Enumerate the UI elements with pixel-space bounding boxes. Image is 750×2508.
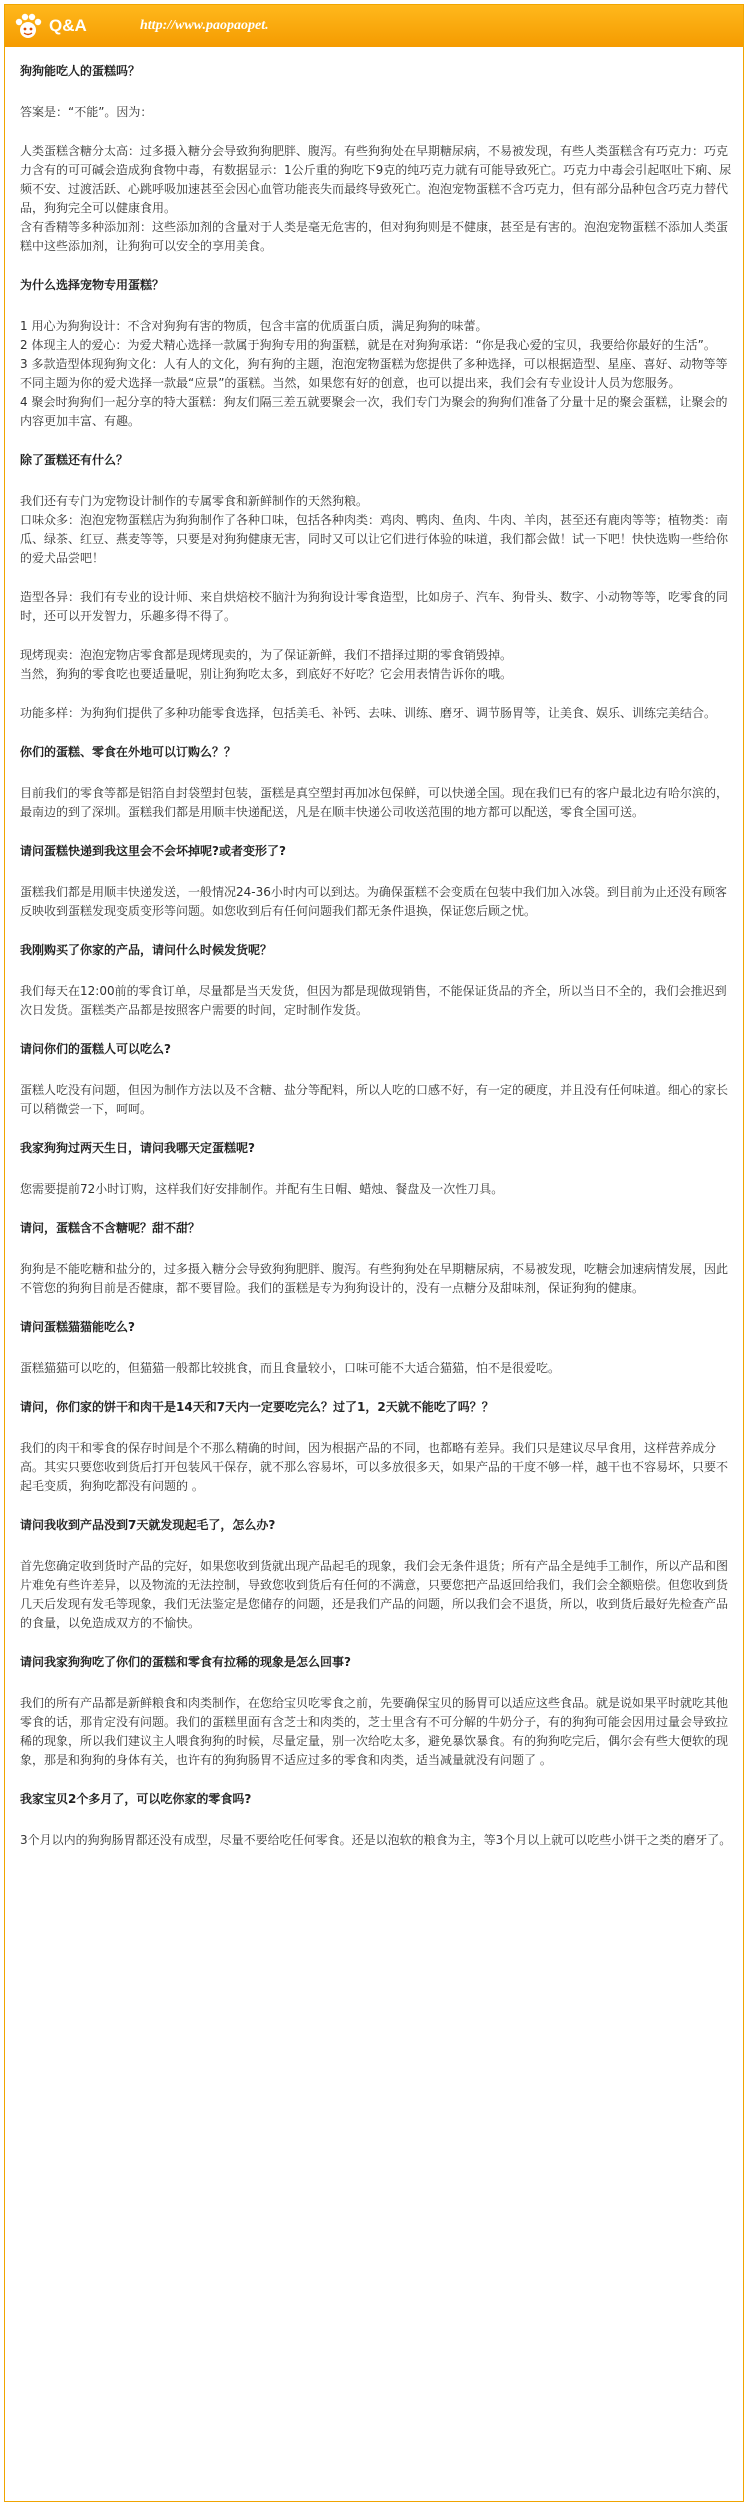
faq-answer-line: 当然，狗狗的零食吃也要适量呢，别让狗狗吃太多，到底好不好吃？它会用表情告诉你的哦。 bbox=[20, 667, 513, 681]
faq-answer-paragraph bbox=[20, 103, 732, 122]
faq-answer-line: 蛋糕猫猫可以吃的，但猫猫一般都比较挑食，而且食量较小，口味可能不大适合猫猫，怕不是很爱吃。 bbox=[20, 1361, 561, 1375]
faq-answer-line: 人类蛋糕含糖分太高：过多摄入糖分会导致狗狗肥胖、腹泻。有些狗狗处在早期糖尿病，不易被发现，有些人类蛋糕含有巧克力：巧克力含有的可可碱会造成狗食物中毒，有数据显示：1公斤重的狗吃下9克的纯巧克力就有可能导致死亡。巧克力中毒会引起呕吐下痢、尿频不安、过渡活跃、心跳呼吸加速甚至会因心血管功能丧失而最终导致死亡。泡泡宠物蛋糕不含巧克力，但有部分品种包含巧克力替代品，狗狗完全可以健康食用。 bbox=[20, 144, 732, 215]
faq-question: 为什么选择宠物专用蛋糕？ bbox=[20, 278, 165, 292]
faq-question: 请问，蛋糕含不含糖呢？甜不甜？ bbox=[20, 1221, 201, 1235]
faq-answer-line: 造型各异：我们有专业的设计师、来自烘焙校不脑汁为狗狗设计零食造型，比如房子、汽车、狗骨头、数字、小动物等等，吃零食的同时，还可以开发智力，乐趣多得不得了。 bbox=[20, 590, 729, 623]
faq-answer-line: 现烤现卖：泡泡宠物店零食都是现烤现卖的，为了保证新鲜，我们不措择过期的零食销毁掉。 bbox=[20, 648, 513, 662]
paw-logo-icon bbox=[13, 11, 43, 41]
qa-label: Q&A bbox=[49, 16, 87, 35]
faq-answer-line: 3个月以内的狗狗肠胃都还没有成型，尽量不要给吃任何零食。还是以泡软的粮食为主，等3个月以上就可以吃些小饼干之类的磨牙了。 bbox=[20, 1833, 732, 1847]
faq-answer-line: 3 多款造型体现狗狗文化：人有人的文化，狗有狗的主题，泡泡宠物蛋糕为您提供了多种选择，可以根据造型、星座、喜好、动物等等不同主题为你的爱犬选择一款最“应景”的蛋糕。当然，如果您有好的创意，也可以提出来，我们会有专业设计人员为您服务。 bbox=[20, 357, 728, 390]
faq-answer-line: 我们每天在12:00前的零食订单，尽量都是当天发货，但因为都是现做现销售，不能保证货品的齐全，所以当日不全的，我们会推迟到次日发货。蛋糕类产品都是按照客户需要的时间，定时制作发货。 bbox=[20, 984, 727, 1017]
faq-answer-line: 我们的所有产品都是新鲜粮食和肉类制作，在您给宝贝吃零食之前，先要确保宝贝的肠胃可以适应这些食品。就是说如果平时就吃其他零食的话，那肯定没有问题。我们的蛋糕里面有含芝士和肉类的，芝士里含有不可分解的牛奶分子，有的狗狗可能会因用过量会导致拉稀的现象，所以我们建议主人喂食狗狗的时候，尽量定量，别一次给吃太多，避免暴饮暴食。有的狗狗吃完后，偶尔会有些大便软的现象，那是和狗狗的身体有关，也许有的狗狗肠胃不适应过多的零食和肉类，适当减量就没有问题了 。 bbox=[20, 1696, 729, 1767]
faq-answer-paragraph bbox=[20, 1694, 732, 1770]
faq-question: 我家狗狗过两天生日，请问我哪天定蛋糕呢? bbox=[20, 1141, 255, 1155]
faq-question: 请问蛋糕快递到我这里会不会坏掉呢?或者变形了? bbox=[20, 844, 286, 858]
header-bar bbox=[5, 5, 743, 47]
faq-answer-paragraph bbox=[20, 317, 732, 431]
faq-question: 请问我收到产品没到7天就发现起毛了，怎么办? bbox=[20, 1518, 276, 1532]
faq-content bbox=[20, 62, 732, 1870]
faq-answer-paragraph bbox=[20, 1081, 732, 1119]
faq-answer-paragraph bbox=[20, 1557, 732, 1633]
faq-answer-line: 2 体现主人的爱心：为爱犬精心选择一款属于狗狗专用的狗蛋糕，就是在对狗狗承诺：“你是我心爱的宝贝，我要给你最好的生活”。 bbox=[20, 338, 716, 352]
faq-answer-paragraph bbox=[20, 784, 732, 822]
faq-answer-line: 含有香精等多种添加剂：这些添加剂的含量对于人类是毫无危害的，但对狗狗则是不健康，甚至是有害的。泡泡宠物蛋糕不添加人类蛋糕中这些添加剂，让狗狗可以安全的享用美食。 bbox=[20, 220, 729, 253]
faq-question: 请问你们的蛋糕人可以吃么? bbox=[20, 1042, 171, 1056]
faq-answer-paragraph bbox=[20, 1260, 732, 1298]
faq-question: 你们的蛋糕、零食在外地可以订购么？？ bbox=[20, 745, 237, 759]
faq-answer-paragraph bbox=[20, 704, 732, 723]
faq-answer-line: 答案是：“不能”。因为： bbox=[20, 105, 153, 119]
faq-question: 请问我家狗狗吃了你们的蛋糕和零食有拉稀的现象是怎么回事? bbox=[20, 1655, 351, 1669]
faq-answer-paragraph bbox=[20, 492, 732, 568]
faq-answer-line: 口味众多：泡泡宠物蛋糕店为狗狗制作了各种口味，包括各种肉类：鸡肉、鸭肉、鱼肉、牛肉、羊肉，甚至还有鹿肉等等；植物类：南瓜、绿茶、红豆、燕麦等等，只要是对狗狗健康无害，同时又可以让它们进行体验的味道，我们都会做！试一下吧！快快选购一些给你的爱犬品尝吧！ bbox=[20, 513, 729, 565]
faq-answer-line: 蛋糕人吃没有问题，但因为制作方法以及不含糖、盐分等配料，所以人吃的口感不好，有一定的硬度，并且没有任何味道。细心的家长可以稍微尝一下，呵呵。 bbox=[20, 1083, 729, 1116]
faq-answer-paragraph bbox=[20, 588, 732, 626]
faq-answer-paragraph bbox=[20, 1831, 732, 1850]
faq-question: 除了蛋糕还有什么？ bbox=[20, 453, 129, 467]
faq-question: 狗狗能吃人的蛋糕吗？ bbox=[20, 64, 141, 78]
faq-answer-paragraph bbox=[20, 1180, 732, 1199]
faq-answer-line: 4 聚会时狗狗们一起分享的特大蛋糕：狗友们隔三差五就要聚会一次，我们专门为聚会的狗狗们准备了分量十足的聚会蛋糕，让聚会的内容更加丰富、有趣。 bbox=[20, 395, 728, 428]
faq-question: 我家宝贝2个多月了，可以吃你家的零食吗? bbox=[20, 1792, 252, 1806]
faq-answer-line: 蛋糕我们都是用顺丰快递发送，一般情况24-36小时内可以到达。为确保蛋糕不会变质在包装中我们加入冰袋。到目前为止还没有顾客反映收到蛋糕发现变质变形等问题。如您收到后有任何问题我们都无条件退换，保证您后顾之忧。 bbox=[20, 885, 727, 918]
faq-question: 我刚购买了你家的产品，请问什么时候发货呢？ bbox=[20, 943, 273, 957]
faq-answer-line: 首先您确定收到货时产品的完好，如果您收到货就出现产品起毛的现象，我们会无条件退货；所有产品全是纯手工制作，所以产品和图片难免有些许差异，以及物流的无法控制，导致您收到货后有任何的不满意，只要您把产品返回给我们，我们会全额赔偿。但您收到货几天后发现有发毛等现象，我们无法鉴定是您储存的问题，还是我们产品的问题，所以我们会不退货，所以，收到货后最好先检查产品的食量，以免造成双方的不愉快。 bbox=[20, 1559, 729, 1630]
faq-answer-line: 我们的肉干和零食的保存时间是个不那么精确的时间，因为根据产品的不同，也都略有差异。我们只是建议尽早食用，这样营养成分高。其实只要您收到货后打开包装风干保存，就不那么容易坏，可以多放很多天，如果产品的干度不够一样，越干也不容易坏，只要不起毛变质，狗狗吃都没有问题的 。 bbox=[20, 1441, 729, 1493]
faq-answer-line: 您需要提前72小时订购，这样我们好安排制作。并配有生日帽、蜡烛、餐盘及一次性刀具。 bbox=[20, 1182, 504, 1196]
faq-answer-paragraph bbox=[20, 1439, 732, 1496]
faq-answer-paragraph bbox=[20, 142, 732, 256]
faq-answer-paragraph bbox=[20, 883, 732, 921]
faq-answer-paragraph bbox=[20, 646, 732, 684]
faq-answer-paragraph bbox=[20, 1359, 732, 1378]
faq-answer-line: 功能多样：为狗狗们提供了多种功能零食选择，包括美毛、补钙、去味、训练、磨牙、调节肠胃等，让美食、娱乐、训练完美结合。 bbox=[20, 706, 717, 720]
faq-question: 请问，你们家的饼干和肉干是14天和7天内一定要吃完么？过了1，2天就不能吃了吗？？ bbox=[20, 1400, 494, 1414]
faq-answer-line: 目前我们的零食等都是铝箔自封袋塑封包装，蛋糕是真空塑封再加冰包保鲜，可以快递全国。现在我们已有的客户最北边有哈尔滨的，最南边的到了深圳。蛋糕我们都是用顺丰快递配送，凡是在顺丰快递公司收送范围的地方都可以配送，零食全国可送。 bbox=[20, 786, 729, 819]
site-url[interactable]: http://www.paopaopet. bbox=[140, 18, 269, 33]
faq-answer-line: 我们还有专门为宠物设计制作的专属零食和新鲜制作的天然狗粮。 bbox=[20, 494, 369, 508]
faq-answer-line: 1 用心为狗狗设计：不含对狗狗有害的物质，包含丰富的优质蛋白质，满足狗狗的味蕾。 bbox=[20, 319, 488, 333]
faq-answer-paragraph bbox=[20, 982, 732, 1020]
faq-question: 请问蛋糕猫猫能吃么? bbox=[20, 1320, 135, 1334]
faq-answer-line: 狗狗是不能吃糖和盐分的，过多摄入糖分会导致狗狗肥胖、腹泻。有些狗狗处在早期糖尿病，不易被发现，吃糖会加速病情发展，因此不管您的狗狗目前是否健康，都不要冒险。我们的蛋糕是专为狗狗设计的，没有一点糖分及甜味剂，保证狗狗的健康。 bbox=[20, 1262, 729, 1295]
